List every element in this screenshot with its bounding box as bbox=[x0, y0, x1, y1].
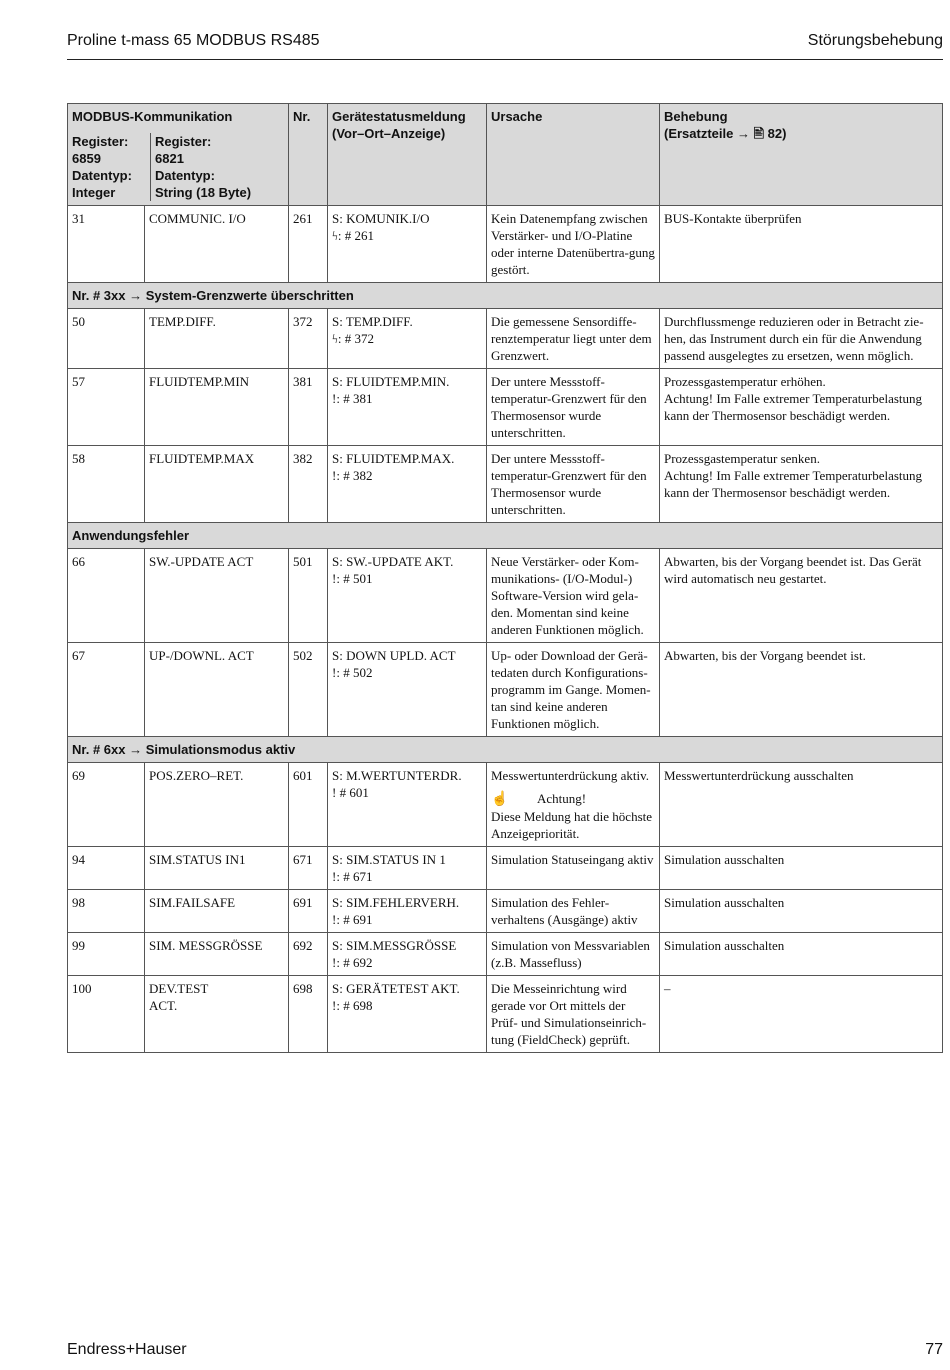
cause-cell: Der untere Messstoff-temperatur-Grenzwert für den Thermosensor wurde unterschritten. bbox=[487, 369, 660, 446]
section-row bbox=[68, 523, 943, 549]
register-string-cell: COMMUNIC. I/O bbox=[145, 206, 289, 283]
register-int-cell: 66 bbox=[68, 549, 145, 643]
fix-cell: Abwarten, bis der Vorgang beendet ist. bbox=[660, 643, 943, 737]
section-title: Anwendungsfehler bbox=[68, 523, 943, 549]
table-row bbox=[68, 933, 943, 976]
register-string-cell: SIM.STATUS IN1 bbox=[145, 847, 289, 890]
table-row bbox=[68, 890, 943, 933]
cause-header: Ursache bbox=[487, 104, 660, 206]
status-cell: S: FLUIDTEMP.MIN. !: # 381 bbox=[328, 369, 487, 446]
register-string-cell: UP-/DOWNL. ACT bbox=[145, 643, 289, 737]
fix-cell: Prozessgastemperatur senken. Achtung! Im Falle extremer Temperaturbelastung kann der Thermosensor beschädigt werden. bbox=[660, 446, 943, 523]
status-cell: S: GERÄTETEST AKT. !: # 698 bbox=[328, 976, 487, 1053]
table-row bbox=[68, 763, 943, 847]
register-string-cell: FLUIDTEMP.MIN bbox=[145, 369, 289, 446]
nr-cell: 698 bbox=[289, 976, 328, 1053]
fix-cell: Durchflussmenge reduzieren oder in Betracht zie-hen, das Instrument durch ein für die Anwendung passend ausgelegtes zu ersetzen, wenn möglich. bbox=[660, 309, 943, 369]
header-title: Proline t-mass 65 MODBUS RS485 bbox=[67, 32, 320, 49]
header-section: Störungsbehebung bbox=[807, 32, 943, 49]
table-row bbox=[68, 206, 943, 283]
cause-cell: Neue Verstärker- oder Kom-munikations- (I/O-Modul-) Software-Version wird gela-den. Momentan sind keine anderen Funktionen möglich. bbox=[487, 549, 660, 643]
section-row bbox=[68, 737, 943, 763]
fix-cell: Simulation ausschalten bbox=[660, 933, 943, 976]
nr-cell: 382 bbox=[289, 446, 328, 523]
register-string-cell: SIM. MESSGRÖSSE bbox=[145, 933, 289, 976]
cause-cell: Der untere Messstoff-temperatur-Grenzwert für den Thermosensor wurde unterschritten. bbox=[487, 446, 660, 523]
table-row bbox=[68, 369, 943, 446]
register-int-cell: 57 bbox=[68, 369, 145, 446]
register-int-cell: 50 bbox=[68, 309, 145, 369]
nr-cell: 502 bbox=[289, 643, 328, 737]
table-row bbox=[68, 446, 943, 523]
status-cell: S: SIM.STATUS IN 1 !: # 671 bbox=[328, 847, 487, 890]
fix-cell: BUS-Kontakte überprüfen bbox=[660, 206, 943, 283]
page-number: 77 bbox=[925, 1341, 943, 1358]
status-cell: S: TEMP.DIFF. ϟ: # 372 bbox=[328, 309, 487, 369]
nr-cell: 601 bbox=[289, 763, 328, 847]
register-int-cell: 99 bbox=[68, 933, 145, 976]
nr-cell: 671 bbox=[289, 847, 328, 890]
cause-cell: Simulation des Fehler-verhaltens (Ausgänge) aktiv bbox=[487, 890, 660, 933]
fix-header: Behebung (Ersatzteile → 🖹 82) bbox=[660, 104, 943, 206]
table-row bbox=[68, 643, 943, 737]
register-int-cell: 69 bbox=[68, 763, 145, 847]
fix-cell: Simulation ausschalten bbox=[660, 890, 943, 933]
cause-cell: Simulation von Messvariablen (z.B. Massefluss) bbox=[487, 933, 660, 976]
status-cell: S: SIM.FEHLERVERH. !: # 691 bbox=[328, 890, 487, 933]
cause-cell: Up- oder Download der Gerä-tedaten durch Konfigurations-programm im Gange. Momen-tan sind keine anderen Funktionen möglich. bbox=[487, 643, 660, 737]
cause-cell: Die gemessene Sensordiffe-renztemperatur liegt unter dem Grenzwert. bbox=[487, 309, 660, 369]
status-cell: S: SW.-UPDATE AKT. !: # 501 bbox=[328, 549, 487, 643]
table-row bbox=[68, 976, 943, 1053]
nr-cell: 692 bbox=[289, 933, 328, 976]
nr-cell: 501 bbox=[289, 549, 328, 643]
cause-cell: Kein Datenempfang zwischen Verstärker- und I/O-Platine oder interne Datenübertra-gung gestört. bbox=[487, 206, 660, 283]
status-cell: S: DOWN UPLD. ACT !: # 502 bbox=[328, 643, 487, 737]
nr-cell: 381 bbox=[289, 369, 328, 446]
table-row bbox=[68, 549, 943, 643]
fix-cell: Prozessgastemperatur erhöhen. Achtung! Im Falle extremer Temperaturbelastung kann der Thermosensor beschädigt werden. bbox=[660, 369, 943, 446]
register-string-cell: SIM.FAILSAFE bbox=[145, 890, 289, 933]
modbus-header bbox=[68, 104, 289, 206]
status-cell: S: FLUIDTEMP.MAX. !: # 382 bbox=[328, 446, 487, 523]
hand-icon: ☝ bbox=[491, 792, 509, 807]
table-row bbox=[68, 847, 943, 890]
section-row bbox=[68, 283, 943, 309]
register-string-cell: POS.ZERO–RET. bbox=[145, 763, 289, 847]
fix-cell: Simulation ausschalten bbox=[660, 847, 943, 890]
register-string-cell: TEMP.DIFF. bbox=[145, 309, 289, 369]
fix-cell: – bbox=[660, 976, 943, 1053]
cause-cell: Simulation Statuseingang aktiv bbox=[487, 847, 660, 890]
status-cell: S: SIM.MESSGRÖSSE !: # 692 bbox=[328, 933, 487, 976]
register-int-cell: 31 bbox=[68, 206, 145, 283]
fix-cell: Messwertunterdrückung ausschalten bbox=[660, 763, 943, 847]
nr-cell: 372 bbox=[289, 309, 328, 369]
fix-cell: Abwarten, bis der Vorgang beendet ist. Das Gerät wird automatisch neu gestartet. bbox=[660, 549, 943, 643]
register-6859-header: Register: 6859 Datentyp: Integer bbox=[72, 134, 132, 200]
register-string-cell: DEV.TEST ACT. bbox=[145, 976, 289, 1053]
register-int-cell: 94 bbox=[68, 847, 145, 890]
status-header: Gerätestatusmeldung (Vor–Ort–Anzeige) bbox=[328, 104, 487, 206]
register-int-cell: 98 bbox=[68, 890, 145, 933]
status-cell: S: KOMUNIK.I/O ϟ: # 261 bbox=[328, 206, 487, 283]
modbus-label: MODBUS-Kommunikation bbox=[72, 109, 233, 124]
status-cell: S: M.WERTUNTERDR. ! # 601 bbox=[328, 763, 487, 847]
table-header-row bbox=[68, 104, 943, 206]
register-int-cell: 58 bbox=[68, 446, 145, 523]
section-title: Nr. # 3xx → System-Grenzwerte überschritten bbox=[68, 283, 943, 309]
footer-brand: Endress+Hauser bbox=[67, 1341, 187, 1358]
header-rule bbox=[67, 59, 943, 60]
nr-cell: 261 bbox=[289, 206, 328, 283]
cause-cell: Die Messeinrichtung wird gerade vor Ort mittels der Prüf- und Simulationseinrich-tung (FieldCheck) geprüft. bbox=[487, 976, 660, 1053]
nr-header: Nr. bbox=[289, 104, 328, 206]
register-int-cell: 67 bbox=[68, 643, 145, 737]
register-string-cell: FLUIDTEMP.MAX bbox=[145, 446, 289, 523]
nr-cell: 691 bbox=[289, 890, 328, 933]
cause-cell: Messwertunterdrückung aktiv. ☝ Achtung! Diese Meldung hat die höchste Anzeigepriorität. bbox=[487, 763, 660, 847]
error-table bbox=[67, 103, 943, 1053]
register-int-cell: 100 bbox=[68, 976, 145, 1053]
section-title: Nr. # 6xx → Simulationsmodus aktiv bbox=[68, 737, 943, 763]
table-row bbox=[68, 309, 943, 369]
register-string-cell: SW.-UPDATE ACT bbox=[145, 549, 289, 643]
register-6821-header: Register: 6821 Datentyp: String (18 Byte) bbox=[150, 133, 251, 201]
